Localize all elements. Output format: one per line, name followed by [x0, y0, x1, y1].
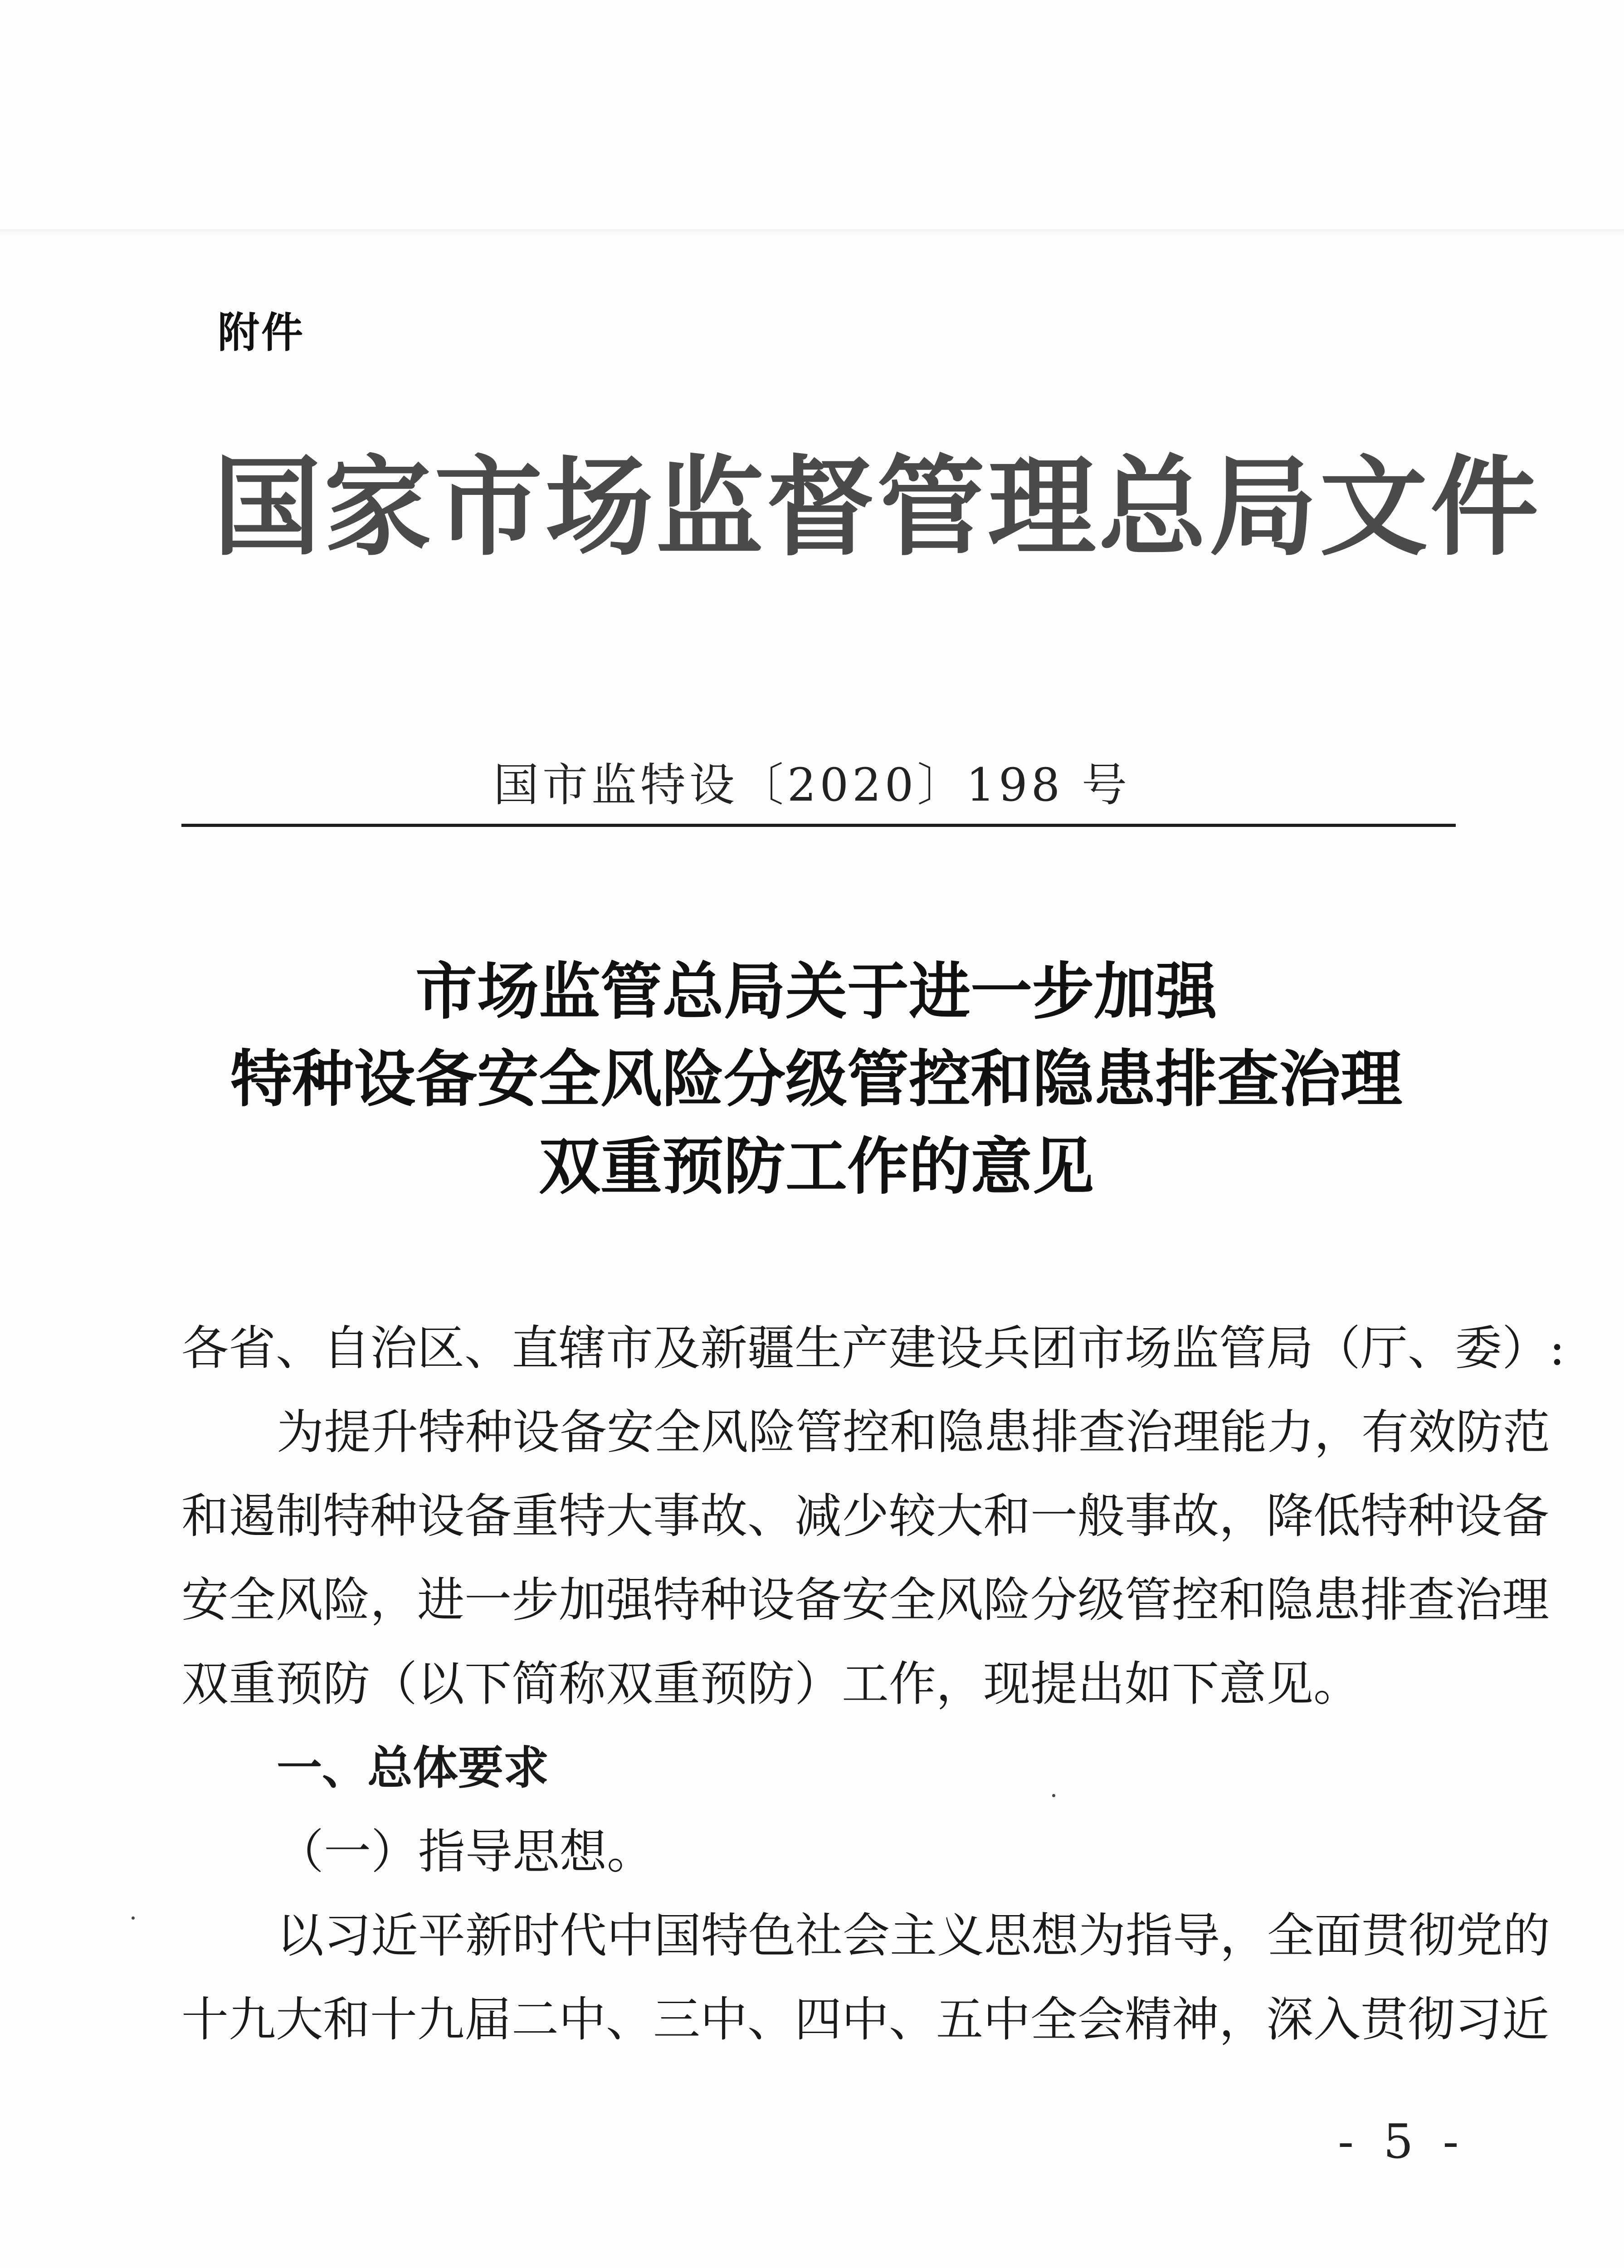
- title-line: 双重预防工作的意见: [539, 1130, 1094, 1203]
- paragraph-line: 安全风险，进一步加强特种设备安全风险分级管控和隐患排查治理: [181, 1572, 1550, 1628]
- scan-speck: [132, 1916, 135, 1920]
- paragraph-line: 为提升特种设备安全风险管控和隐患排查治理能力，有效防范: [277, 1404, 1551, 1460]
- section-heading: 一、总体要求: [277, 1741, 549, 1794]
- page-number: - 5 -: [1338, 2114, 1466, 2169]
- subsection-heading: （一）指导思想。: [277, 1824, 654, 1879]
- scan-fold-shadow: [0, 229, 1624, 235]
- paragraph-line: 以习近平新时代中国特色社会主义思想为指导，全面贯彻党的: [277, 1908, 1551, 1963]
- paragraph-line: 双重预防（以下简称双重预防）工作，现提出如下意见。: [181, 1656, 1361, 1711]
- addressee-line: 各省、自治区、直辖市及新疆生产建设兵团市场监管局（厅、委）:: [181, 1320, 1565, 1376]
- attachment-label: 附件: [218, 308, 305, 357]
- document-body: [181, 1306, 1565, 2062]
- paragraph-line: 十九大和十九届二中、三中、四中、五中全会精神，深入贯彻习近: [181, 1992, 1550, 2047]
- scan-speck: [1052, 1794, 1055, 1797]
- title-line: 市场监管总局关于进一步加强: [415, 955, 1217, 1028]
- title-line: 特种设备安全风险分级管控和隐患排查治理: [230, 1043, 1402, 1115]
- document-title: [136, 948, 1497, 1211]
- issuing-authority-header: 国家市场监督管理总局文件: [213, 444, 1541, 571]
- document-number: 国市监特设〔2020〕198 号: [493, 758, 1131, 811]
- header-divider-line: [181, 824, 1456, 827]
- paragraph-line: 和遏制特种设备重特大事故、减少较大和一般事故，降低特种设备: [181, 1488, 1550, 1544]
